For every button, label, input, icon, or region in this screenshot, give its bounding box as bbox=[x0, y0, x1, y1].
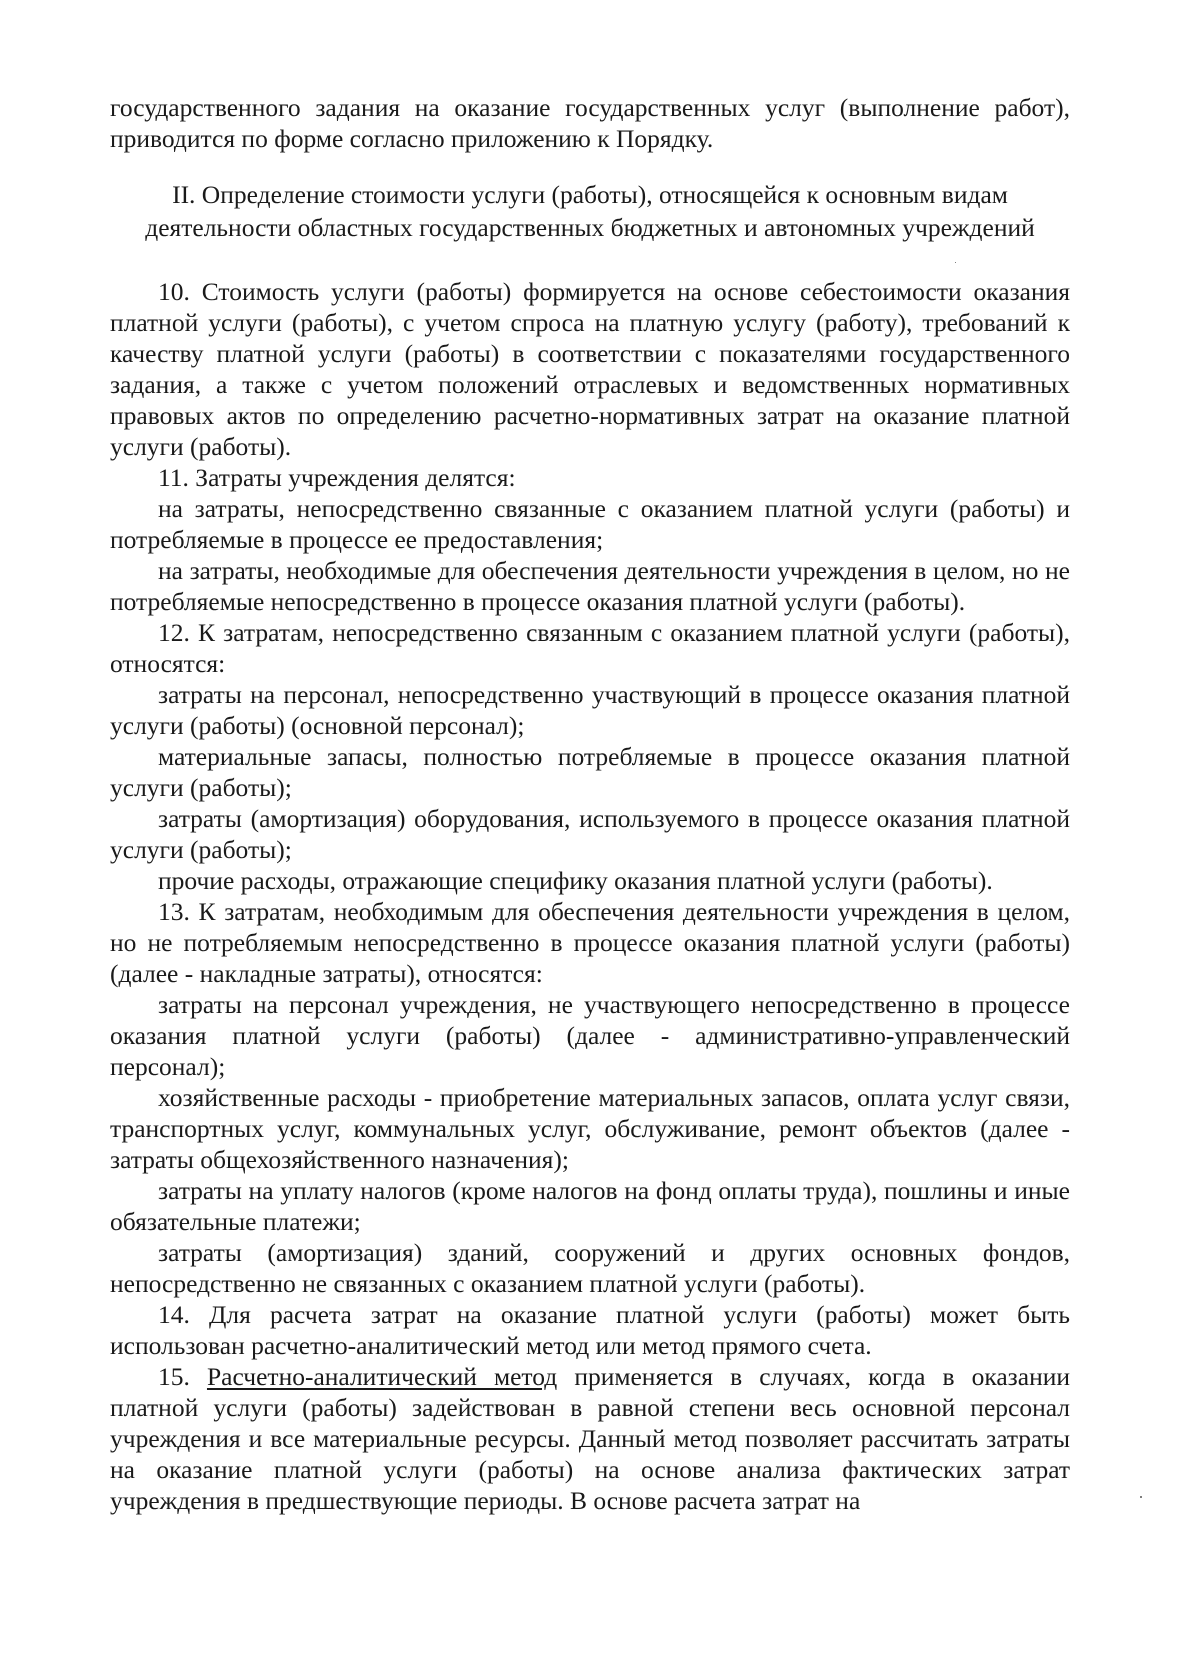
paragraph-13-item-c: затраты на уплату налогов (кроме налогов на фонд оплаты труда), пошлины и иные обязательные платежи; bbox=[110, 1176, 1070, 1236]
paragraph-10: 10. Стоимость услуги (работы) формируется на основе себестоимости оказания платной услуги (работы), с учетом спроса на платную услугу (работу), требований к качеству платной услуги (работы) в соответствии с показателями государственного задания, а также с учетом положений отраслевых и ведомственных нормативных правовых актов по определению расчетно-нормативных затрат на оказание платной услуги (работы). bbox=[110, 277, 1070, 461]
paragraph-15-number: 15. bbox=[158, 1362, 207, 1391]
paragraph-14: 14. Для расчета затрат на оказание платной услуги (работы) может быть использован расчетно-аналитический метод или метод прямого счета. bbox=[110, 1300, 1070, 1360]
paragraph-13-item-d: затраты (амортизация) зданий, сооружений и других основных фондов, непосредственно не связанных с оказанием платной услуги (работы). bbox=[110, 1238, 1070, 1298]
document-body bbox=[110, 92, 1070, 1516]
paragraph-11-item-a: на затраты, непосредственно связанные с оказанием платной услуги (работы) и потребляемые в процессе ее предоставления; bbox=[110, 494, 1070, 554]
paragraph-15 bbox=[110, 1361, 1070, 1516]
intro-paragraph: государственного задания на оказание государственных услуг (выполнение работ), приводится по форме согласно приложению к Порядку. bbox=[110, 93, 1070, 153]
paragraph-15-rest: применяется в случаях, когда в оказании платной услуги (работы) задействован в равной степени весь основной персонал учреждения и все материальные ресурсы. Данный метод позволяет рассчитать затраты на оказание платной услуги (работы) на основе анализа фактических затрат учреждения в предшествующие периоды. В основе расчета затрат на bbox=[110, 1362, 1071, 1515]
section-heading bbox=[110, 178, 1070, 244]
paragraph-12-item-d: прочие расходы, отражающие специфику оказания платной услуги (работы). bbox=[158, 866, 993, 895]
paragraph-11-item-b: на затраты, необходимые для обеспечения деятельности учреждения в целом, но не потребляемые непосредственно в процессе оказания платной услуги (работы). bbox=[110, 556, 1070, 616]
section-heading-line-2: деятельности областных государственных бюджетных и автономных учреждений bbox=[145, 213, 1035, 242]
paragraph-13-item-b: хозяйственные расходы - приобретение материальных запасов, оплата услуг связи, транспортных услуг, коммунальных услуг, обслуживание, ремонт объектов (далее - затраты общехозяйственного назначения); bbox=[110, 1083, 1070, 1174]
paragraph-12-item-a: затраты на персонал, непосредственно участвующий в процессе оказания платной услуги (работы) (основной персонал); bbox=[110, 680, 1070, 740]
paragraph-13: 13. К затратам, необходимым для обеспечения деятельности учреждения в целом, но не потребляемым непосредственно в процессе оказания платной услуги (работы) (далее - накладные затраты), относятся: bbox=[110, 897, 1070, 988]
scan-speck bbox=[1140, 1496, 1142, 1498]
paragraph-15-term: Расчетно-аналитический метод bbox=[206, 1362, 558, 1391]
paragraph-12-item-b: материальные запасы, полностью потребляемые в процессе оказания платной услуги (работы); bbox=[110, 742, 1070, 802]
paragraph-12-item-c: затраты (амортизация) оборудования, используемого в процессе оказания платной услуги (работы); bbox=[110, 804, 1070, 864]
scan-speck bbox=[955, 262, 956, 263]
paragraph-13-item-a: затраты на персонал учреждения, не участвующего непосредственно в процессе оказания платной услуги (работы) (далее - административно-управленческий персонал); bbox=[110, 990, 1070, 1081]
paragraph-11: 11. Затраты учреждения делятся: bbox=[158, 463, 516, 492]
paragraph-12: 12. К затратам, непосредственно связанным с оказанием платной услуги (работы), относятся: bbox=[110, 618, 1070, 678]
section-heading-line-1: II. Определение стоимости услуги (работы), относящейся к основным видам bbox=[172, 180, 1008, 209]
